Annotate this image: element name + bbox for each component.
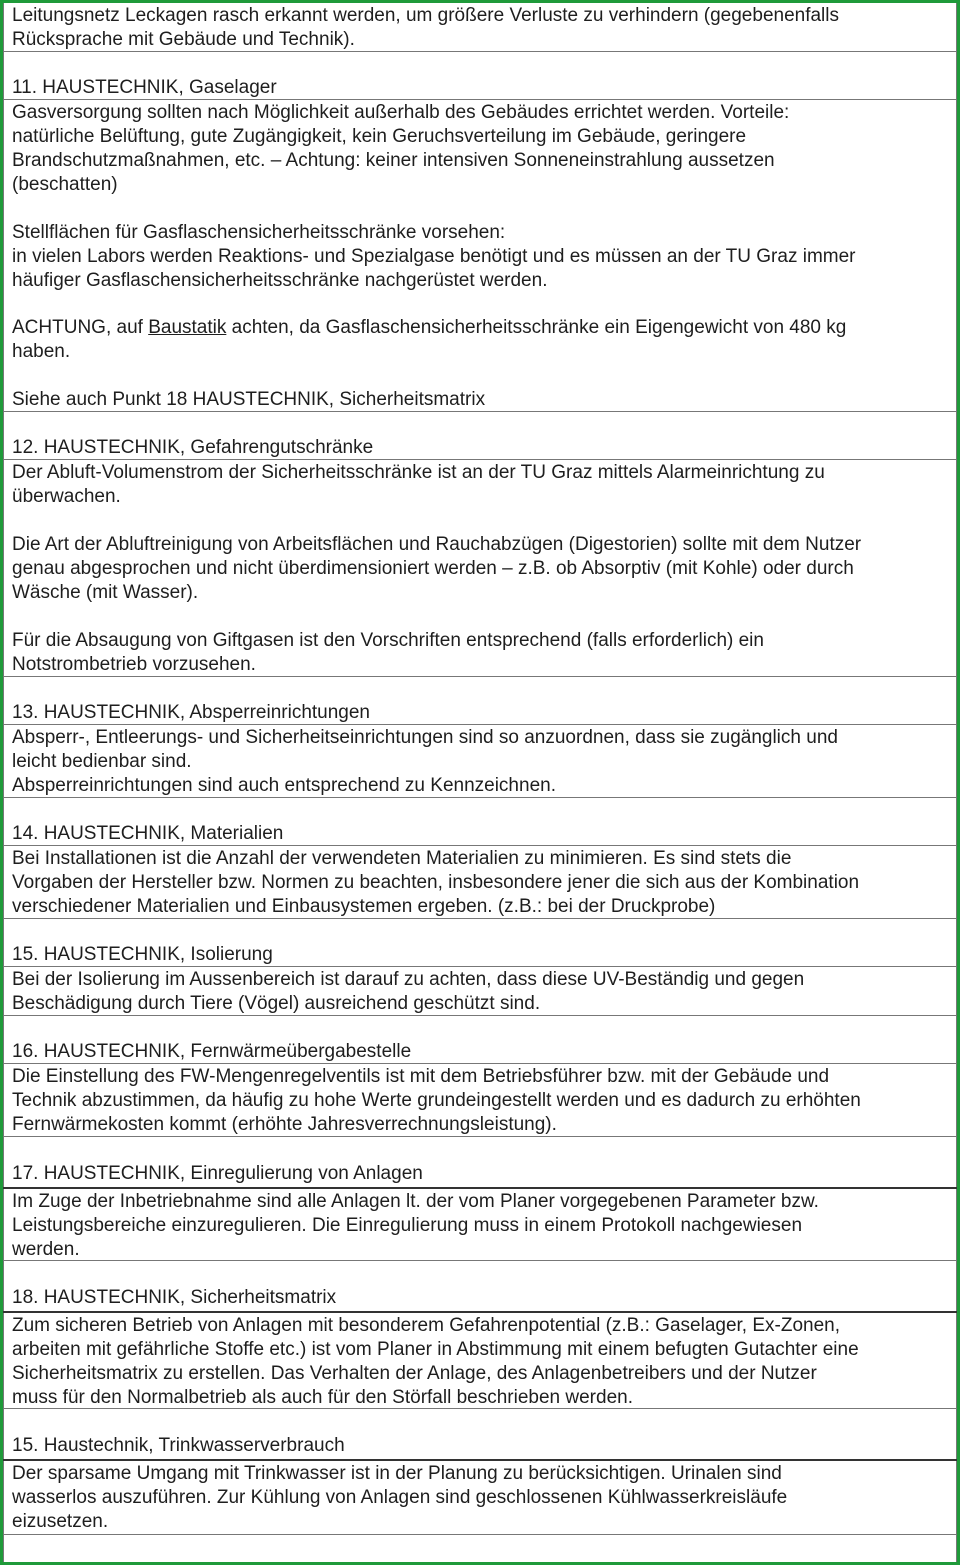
row-divider [3, 724, 957, 725]
section-17-body: Im Zuge der Inbetriebnahme sind alle Anlagen lt. der vom Planer vorgegebenen Parameter bzw. Leistungsbereiche einzuregulieren. Die Einregulierung muss in einem Protokoll nachgewiesen werden. [12, 1191, 819, 1260]
row-divider [3, 845, 957, 846]
section-trinkwasser-body: Der sparsame Umgang mit Trinkwasser ist in der Planung zu berücksichtigen. Urinalen sind wasserlos auszuführen. Zur Kühlung von Anlagen sind geschlossenen Kühlwasserkreisläufe eizusetzen. [12, 1463, 788, 1532]
section-11-achtung [12, 316, 948, 364]
section-15-body: Bei der Isolierung im Aussenbereich ist darauf zu achten, dass diese UV-Beständig und gegen Beschädigung durch Tiere (Vögel) ausreichend geschützt sind. [12, 969, 805, 1014]
section-trinkwasser-heading: 15. Haustechnik, Trinkwasserverbrauch [12, 1435, 345, 1456]
section-11-heading: 11. HAUSTECHNIK, Gaselager [12, 77, 277, 98]
row-divider [3, 918, 957, 919]
row-divider [3, 797, 957, 798]
section-18-body: Zum sicheren Betrieb von Anlagen mit besonderem Gefahrenpotential (z.B.: Gaselager, Ex-Zonen, arbeiten mit gefährliche Stoffe etc.) ist vom Planer in Abstimmung mit einem befugten Gutachter eine Sicherheitsmatrix zu erstellen. Das Verhalten der Anlage, des Anlagenbetreibers und der Nutzer muss für den Normalbetrieb als auch für den Störfall beschrieben werden. [12, 1315, 859, 1408]
row-divider [3, 1063, 957, 1064]
row-divider [3, 1187, 957, 1189]
row-divider [3, 1311, 957, 1313]
row-divider [3, 1260, 957, 1261]
section-17-heading: 17. HAUSTECHNIK, Einregulierung von Anlagen [12, 1163, 423, 1184]
section-13-body: Absperr-, Entleerungs- und Sicherheitseinrichtungen sind so anzuordnen, dass sie zugänglich und leicht bedienbar sind. Absperreinrichtungen sind auch entsprechend zu Kennzeichnen. [12, 727, 838, 796]
baustatik-link[interactable]: Baustatik [148, 317, 227, 338]
row-divider [3, 411, 957, 412]
row-divider [3, 1015, 957, 1016]
section-14-heading: 14. HAUSTECHNIK, Materialien [12, 823, 284, 844]
section-12-heading: 12. HAUSTECHNIK, Gefahrengutschränke [12, 437, 374, 458]
section-11-see-also: Siehe auch Punkt 18 HAUSTECHNIK, Sicherheitsmatrix [12, 389, 486, 410]
row-divider [3, 1408, 957, 1409]
row-divider [3, 1534, 957, 1535]
intro-text: Leitungsnetz Leckagen rasch erkannt werden, um größere Verluste zu verhindern (gegebenenfalls Rücksprache mit Gebäude und Technik). [12, 5, 840, 50]
row-divider [3, 966, 957, 967]
row-divider [3, 99, 957, 100]
section-14-body: Bei Installationen ist die Anzahl der verwendeten Materialien zu minimieren. Es sind stets die Vorgaben der Hersteller bzw. Normen zu beachten, insbesondere jener die sich aus der Kombination verschiedener Materialien und Einbausystemen ergeben. (z.B.: bei der Druckprobe) [12, 848, 860, 917]
section-15-heading: 15. HAUSTECHNIK, Isolierung [12, 944, 273, 965]
achtung-suffix: achten, da Gasflaschensicherheitsschränke ein Eigengewicht von 480 kg haben. [12, 317, 847, 362]
row-divider [3, 676, 957, 677]
section-16-body: Die Einstellung des FW-Mengenregelventils ist mit dem Betriebsführer bzw. mit der Gebäude und Technik abzustimmen, da häufig zu hohe Werte grundeingestellt werden und es dadurch zu erhöhten Fernwärmekosten kommt (erhöhte Jahresverrechnungsleistung). [12, 1066, 861, 1135]
row-divider [3, 1136, 957, 1137]
row-divider [3, 459, 957, 460]
row-divider [3, 51, 957, 52]
section-11-body: Gasversorgung sollten nach Möglichkeit außerhalb des Gebäudes errichtet werden. Vorteile: natürliche Belüftung, gute Zugängigkeit, kein Geruchsverteilung im Gebäude, geringere Brandschutzmaßnahmen, etc. – Achtung: keiner intensiven Sonneneinstrahlung aussetzen (beschatten) Stellflächen für Gasflaschensicherheitsschränke vorsehen: in vielen Labors werden Reaktions- und Spezialgase benötigt und es müssen an der TU Graz immer häufiger Gasflaschensicherheitsschränke nachgerüstet werden. [12, 102, 856, 291]
achtung-prefix: ACHTUNG, auf [12, 317, 149, 338]
section-13-heading: 13. HAUSTECHNIK, Absperreinrichtungen [12, 702, 370, 723]
section-18-heading: 18. HAUSTECHNIK, Sicherheitsmatrix [12, 1287, 337, 1308]
section-16-heading: 16. HAUSTECHNIK, Fernwärmeübergabestelle [12, 1041, 412, 1062]
row-divider [3, 1459, 957, 1461]
section-12-body: Der Abluft-Volumenstrom der Sicherheitsschränke ist an der TU Graz mittels Alarmeinrichtung zu überwachen. Die Art der Abluftreinigung von Arbeitsflächen und Rauchabzügen (Digestorien) sollte mit dem Nutzer genau abgesprochen und nicht überdimensioniert werden – z.B. ob Absorptiv (mit Kohle) oder durch Wäsche (mit Wasser). Für die Absaugung von Giftgasen ist den Vorschriften entsprechend (falls erforderlich) ein Notstrombetrieb vorzusehen. [12, 462, 862, 675]
